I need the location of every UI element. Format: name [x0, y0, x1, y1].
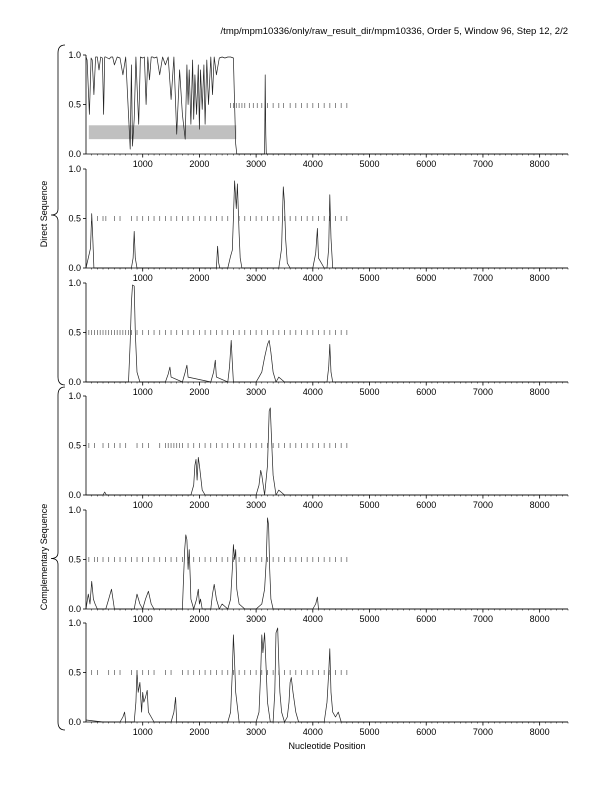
panel-5-x-tick-label-8: 8000 — [529, 614, 550, 624]
panel-2-x-tick-label-5: 5000 — [359, 273, 380, 283]
panel-5-x-tick-label-7: 7000 — [472, 614, 493, 624]
panel-3-x-tick-label-8: 8000 — [529, 387, 550, 397]
panel-1-x-tick-label-3: 3000 — [246, 159, 267, 169]
panel-2-x-tick-label-3: 3000 — [246, 273, 267, 283]
panel-6-y-tick-label-3: 1.0 — [68, 618, 81, 628]
panel-3-y-tick-label-2: 0.5 — [68, 327, 81, 338]
panel-3-y-tick-label-3: 1.0 — [68, 278, 81, 288]
panel-4-x-tick-label-4: 4000 — [302, 500, 323, 510]
panel-2-x-tick-label-6: 6000 — [416, 273, 437, 283]
panel-2-y-tick-label-2: 0.5 — [68, 213, 81, 224]
panel-3-series-line — [86, 285, 568, 382]
panel-5-y-tick-label-3: 1.0 — [68, 505, 81, 515]
panel-2-x-tick-label-2: 2000 — [189, 273, 210, 283]
panel-1-shaded-band — [89, 125, 236, 139]
panel-1-y-tick-label-2: 0.5 — [68, 99, 81, 110]
panel-6-x-tick-label-6: 6000 — [416, 727, 437, 737]
panel-2-series-line — [86, 181, 568, 268]
panel-4-x-tick-label-2: 2000 — [189, 500, 210, 510]
panel-6-x-tick-label-7: 7000 — [472, 727, 493, 737]
panel-6-series-line — [86, 628, 568, 722]
panel-4-x-tick-label-8: 8000 — [529, 500, 550, 510]
panel-5-x-tick-label-5: 5000 — [359, 614, 380, 624]
panel-6-y-tick-label-1: 0.0 — [68, 717, 81, 727]
panel-4-x-tick-label-1: 1000 — [132, 500, 153, 510]
panel-1-x-tick-label-5: 5000 — [359, 159, 380, 169]
panel-6-x-tick-label-8: 8000 — [529, 727, 550, 737]
panel-2-x-tick-label-7: 7000 — [472, 273, 493, 283]
panel-1-y-tick-label-1: 0.0 — [68, 149, 81, 159]
panel-4-y-tick-label-3: 1.0 — [68, 391, 81, 401]
panel-3-x-tick-label-4: 4000 — [302, 387, 323, 397]
panel-3-y-tick-label-1: 0.0 — [68, 377, 81, 387]
panel-5-x-tick-label-1: 1000 — [132, 614, 153, 624]
brace-complementary — [51, 387, 65, 730]
panel-2-x-tick-label-1: 1000 — [132, 273, 153, 283]
panel-4-x-tick-label-7: 7000 — [472, 500, 493, 510]
panel-5-x-tick-label-2: 2000 — [189, 614, 210, 624]
panel-4-y-tick-label-2: 0.5 — [68, 440, 81, 451]
figure-title: /tmp/mpm10336/only/raw_result_dir/mpm10336, Order 5, Window 96, Step 12, 2/2 — [220, 26, 568, 37]
panel-2-y-tick-label-1: 0.0 — [68, 263, 81, 273]
panel-5-y-tick-label-1: 0.0 — [68, 604, 81, 614]
panel-6-y-tick-label-2: 0.5 — [68, 667, 81, 678]
panel-5-x-tick-label-6: 6000 — [416, 614, 437, 624]
panel-4-series-line — [86, 408, 568, 495]
panel-5-series-line — [86, 518, 568, 609]
panel-1-x-tick-label-6: 6000 — [416, 159, 437, 169]
panel-1-x-tick-label-4: 4000 — [302, 159, 323, 169]
panel-4-x-tick-label-5: 5000 — [359, 500, 380, 510]
panel-2-y-tick-label-3: 1.0 — [68, 164, 81, 174]
x-axis-label: Nucleotide Position — [288, 741, 366, 751]
panel-4-y-tick-label-1: 0.0 — [68, 490, 81, 500]
brace-direct — [51, 45, 65, 385]
panel-5-y-tick-label-2: 0.5 — [68, 554, 81, 565]
panel-1-x-tick-label-2: 2000 — [189, 159, 210, 169]
panel-1-x-tick-label-7: 7000 — [472, 159, 493, 169]
panel-3-x-tick-label-1: 1000 — [132, 387, 153, 397]
panel-1-series-line — [86, 57, 568, 154]
panel-4-x-tick-label-3: 3000 — [246, 500, 267, 510]
panel-6-x-tick-label-3: 3000 — [246, 727, 267, 737]
panel-4-x-tick-label-6: 6000 — [416, 500, 437, 510]
group-label-direct: Direct Sequence — [39, 180, 49, 248]
panel-3-x-tick-label-6: 6000 — [416, 387, 437, 397]
panel-6-x-tick-label-2: 2000 — [189, 727, 210, 737]
group-label-complementary: Complementary Sequence — [39, 503, 49, 611]
panel-6-x-tick-label-1: 1000 — [132, 727, 153, 737]
panel-5-x-tick-label-4: 4000 — [302, 614, 323, 624]
panel-3-x-tick-label-7: 7000 — [472, 387, 493, 397]
panel-2-x-tick-label-8: 8000 — [529, 273, 550, 283]
panel-1-x-tick-label-8: 8000 — [529, 159, 550, 169]
panel-3-x-tick-label-5: 5000 — [359, 387, 380, 397]
panel-3-x-tick-label-3: 3000 — [246, 387, 267, 397]
panel-6-x-tick-label-5: 5000 — [359, 727, 380, 737]
panel-2-x-tick-label-4: 4000 — [302, 273, 323, 283]
panel-5-x-tick-label-3: 3000 — [246, 614, 267, 624]
panel-1-x-tick-label-1: 1000 — [132, 159, 153, 169]
panel-3-x-tick-label-2: 2000 — [189, 387, 210, 397]
panel-1-y-tick-label-3: 1.0 — [68, 50, 81, 60]
panel-6-x-tick-label-4: 4000 — [302, 727, 323, 737]
